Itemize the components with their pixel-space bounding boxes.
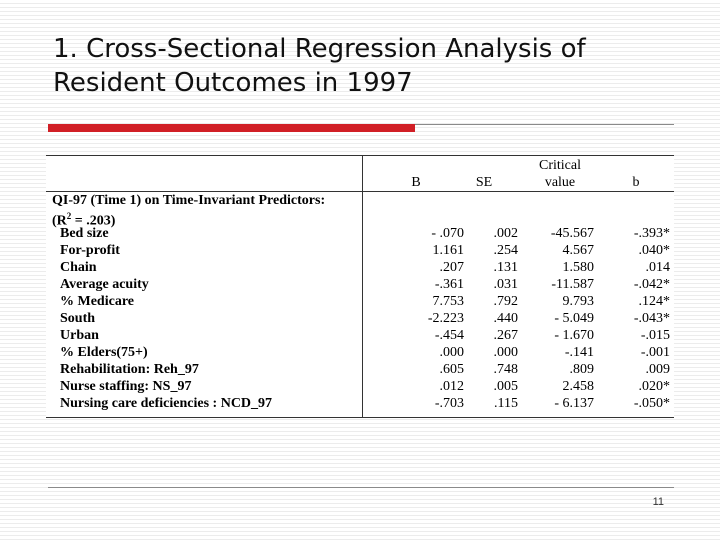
- cell-critical: -11.587: [551, 277, 594, 292]
- cell-critical: -45.567: [550, 226, 594, 241]
- cell-b-std: -.001: [640, 345, 670, 360]
- cell-b: -.361: [434, 277, 464, 292]
- cell-critical: - 5.049: [554, 311, 594, 326]
- row-label: Urban: [60, 328, 99, 343]
- r-squared-value: = .203): [71, 213, 116, 229]
- cell-se: .031: [493, 277, 518, 292]
- cell-se: .254: [493, 243, 518, 258]
- row-label: For-profit: [60, 243, 120, 258]
- cell-b: - .070: [431, 226, 464, 241]
- cell-b: -2.223: [427, 311, 464, 326]
- table-bottom-rule: [46, 417, 674, 418]
- cell-critical: .809: [569, 362, 594, 377]
- slide-title: [53, 32, 693, 100]
- cell-se: .440: [493, 311, 518, 326]
- cell-critical: 9.793: [562, 294, 594, 309]
- r-squared-superscript: 2: [66, 211, 72, 221]
- slide-title-line-2: Resident Outcomes in 1997: [53, 68, 413, 98]
- cell-b-std: .020*: [638, 379, 670, 394]
- cell-b-std: .009: [645, 362, 670, 377]
- cell-critical: -.141: [564, 345, 594, 360]
- title-accent-bar: [48, 124, 415, 132]
- cell-se: .005: [493, 379, 518, 394]
- row-label: Rehabilitation: Reh_97: [60, 362, 199, 377]
- cell-b: 1.161: [432, 243, 464, 258]
- cell-se: .002: [493, 226, 518, 241]
- cell-b-std: .014: [645, 260, 670, 275]
- section-title: QI-97 (Time 1) on Time-Invariant Predictors:: [52, 193, 326, 208]
- cell-b: -.703: [434, 396, 464, 411]
- cell-b-std: .040*: [638, 243, 670, 258]
- cell-se: .792: [493, 294, 518, 309]
- header-se: SE: [475, 175, 493, 190]
- cell-b-std: -.393*: [633, 226, 670, 241]
- cell-b-std: .124*: [638, 294, 670, 309]
- regression-table: [46, 155, 674, 419]
- cell-se: .748: [493, 362, 518, 377]
- row-label: Nursing care deficiencies : NCD_97: [60, 396, 273, 411]
- cell-b-std: -.050*: [633, 396, 670, 411]
- cell-b: 7.753: [432, 294, 464, 309]
- table-label-divider: [362, 155, 363, 417]
- table-top-rule: [46, 155, 674, 156]
- row-label: Bed size: [60, 226, 109, 241]
- cell-critical: 4.567: [562, 243, 594, 258]
- header-b-lower: b: [632, 175, 640, 190]
- cell-b-std: -.042*: [633, 277, 670, 292]
- slide-title-line-1: 1. Cross-Sectional Regression Analysis of: [53, 34, 586, 64]
- cell-critical: 1.580: [562, 260, 594, 275]
- title-divider-line: [415, 124, 674, 125]
- cell-b: .605: [439, 362, 464, 377]
- header-critical-line2: value: [544, 175, 576, 190]
- cell-se: .000: [493, 345, 518, 360]
- cell-b: .207: [439, 260, 464, 275]
- r-squared-prefix: (R: [52, 213, 67, 229]
- cell-critical: - 1.670: [554, 328, 594, 343]
- row-label: % Medicare: [60, 294, 134, 309]
- cell-se: .115: [494, 396, 518, 411]
- header-critical-line1: Critical: [539, 158, 581, 173]
- row-label: % Elders(75+): [60, 345, 148, 360]
- row-label: South: [60, 311, 96, 326]
- header-b-upper: B: [411, 175, 421, 190]
- cell-b-std: -.043*: [633, 311, 670, 326]
- cell-se: .131: [493, 260, 518, 275]
- footer-divider-line: [48, 487, 674, 488]
- page-number: 11: [652, 496, 664, 508]
- cell-se: .267: [493, 328, 518, 343]
- row-label: Chain: [60, 260, 97, 275]
- cell-b: -.454: [434, 328, 464, 343]
- cell-critical: - 6.137: [554, 396, 594, 411]
- row-label: Average acuity: [60, 277, 149, 292]
- cell-b-std: -.015: [640, 328, 670, 343]
- row-label: Nurse staffing: NS_97: [60, 379, 192, 394]
- cell-critical: 2.458: [562, 379, 594, 394]
- cell-b: .012: [439, 379, 464, 394]
- cell-b: .000: [439, 345, 464, 360]
